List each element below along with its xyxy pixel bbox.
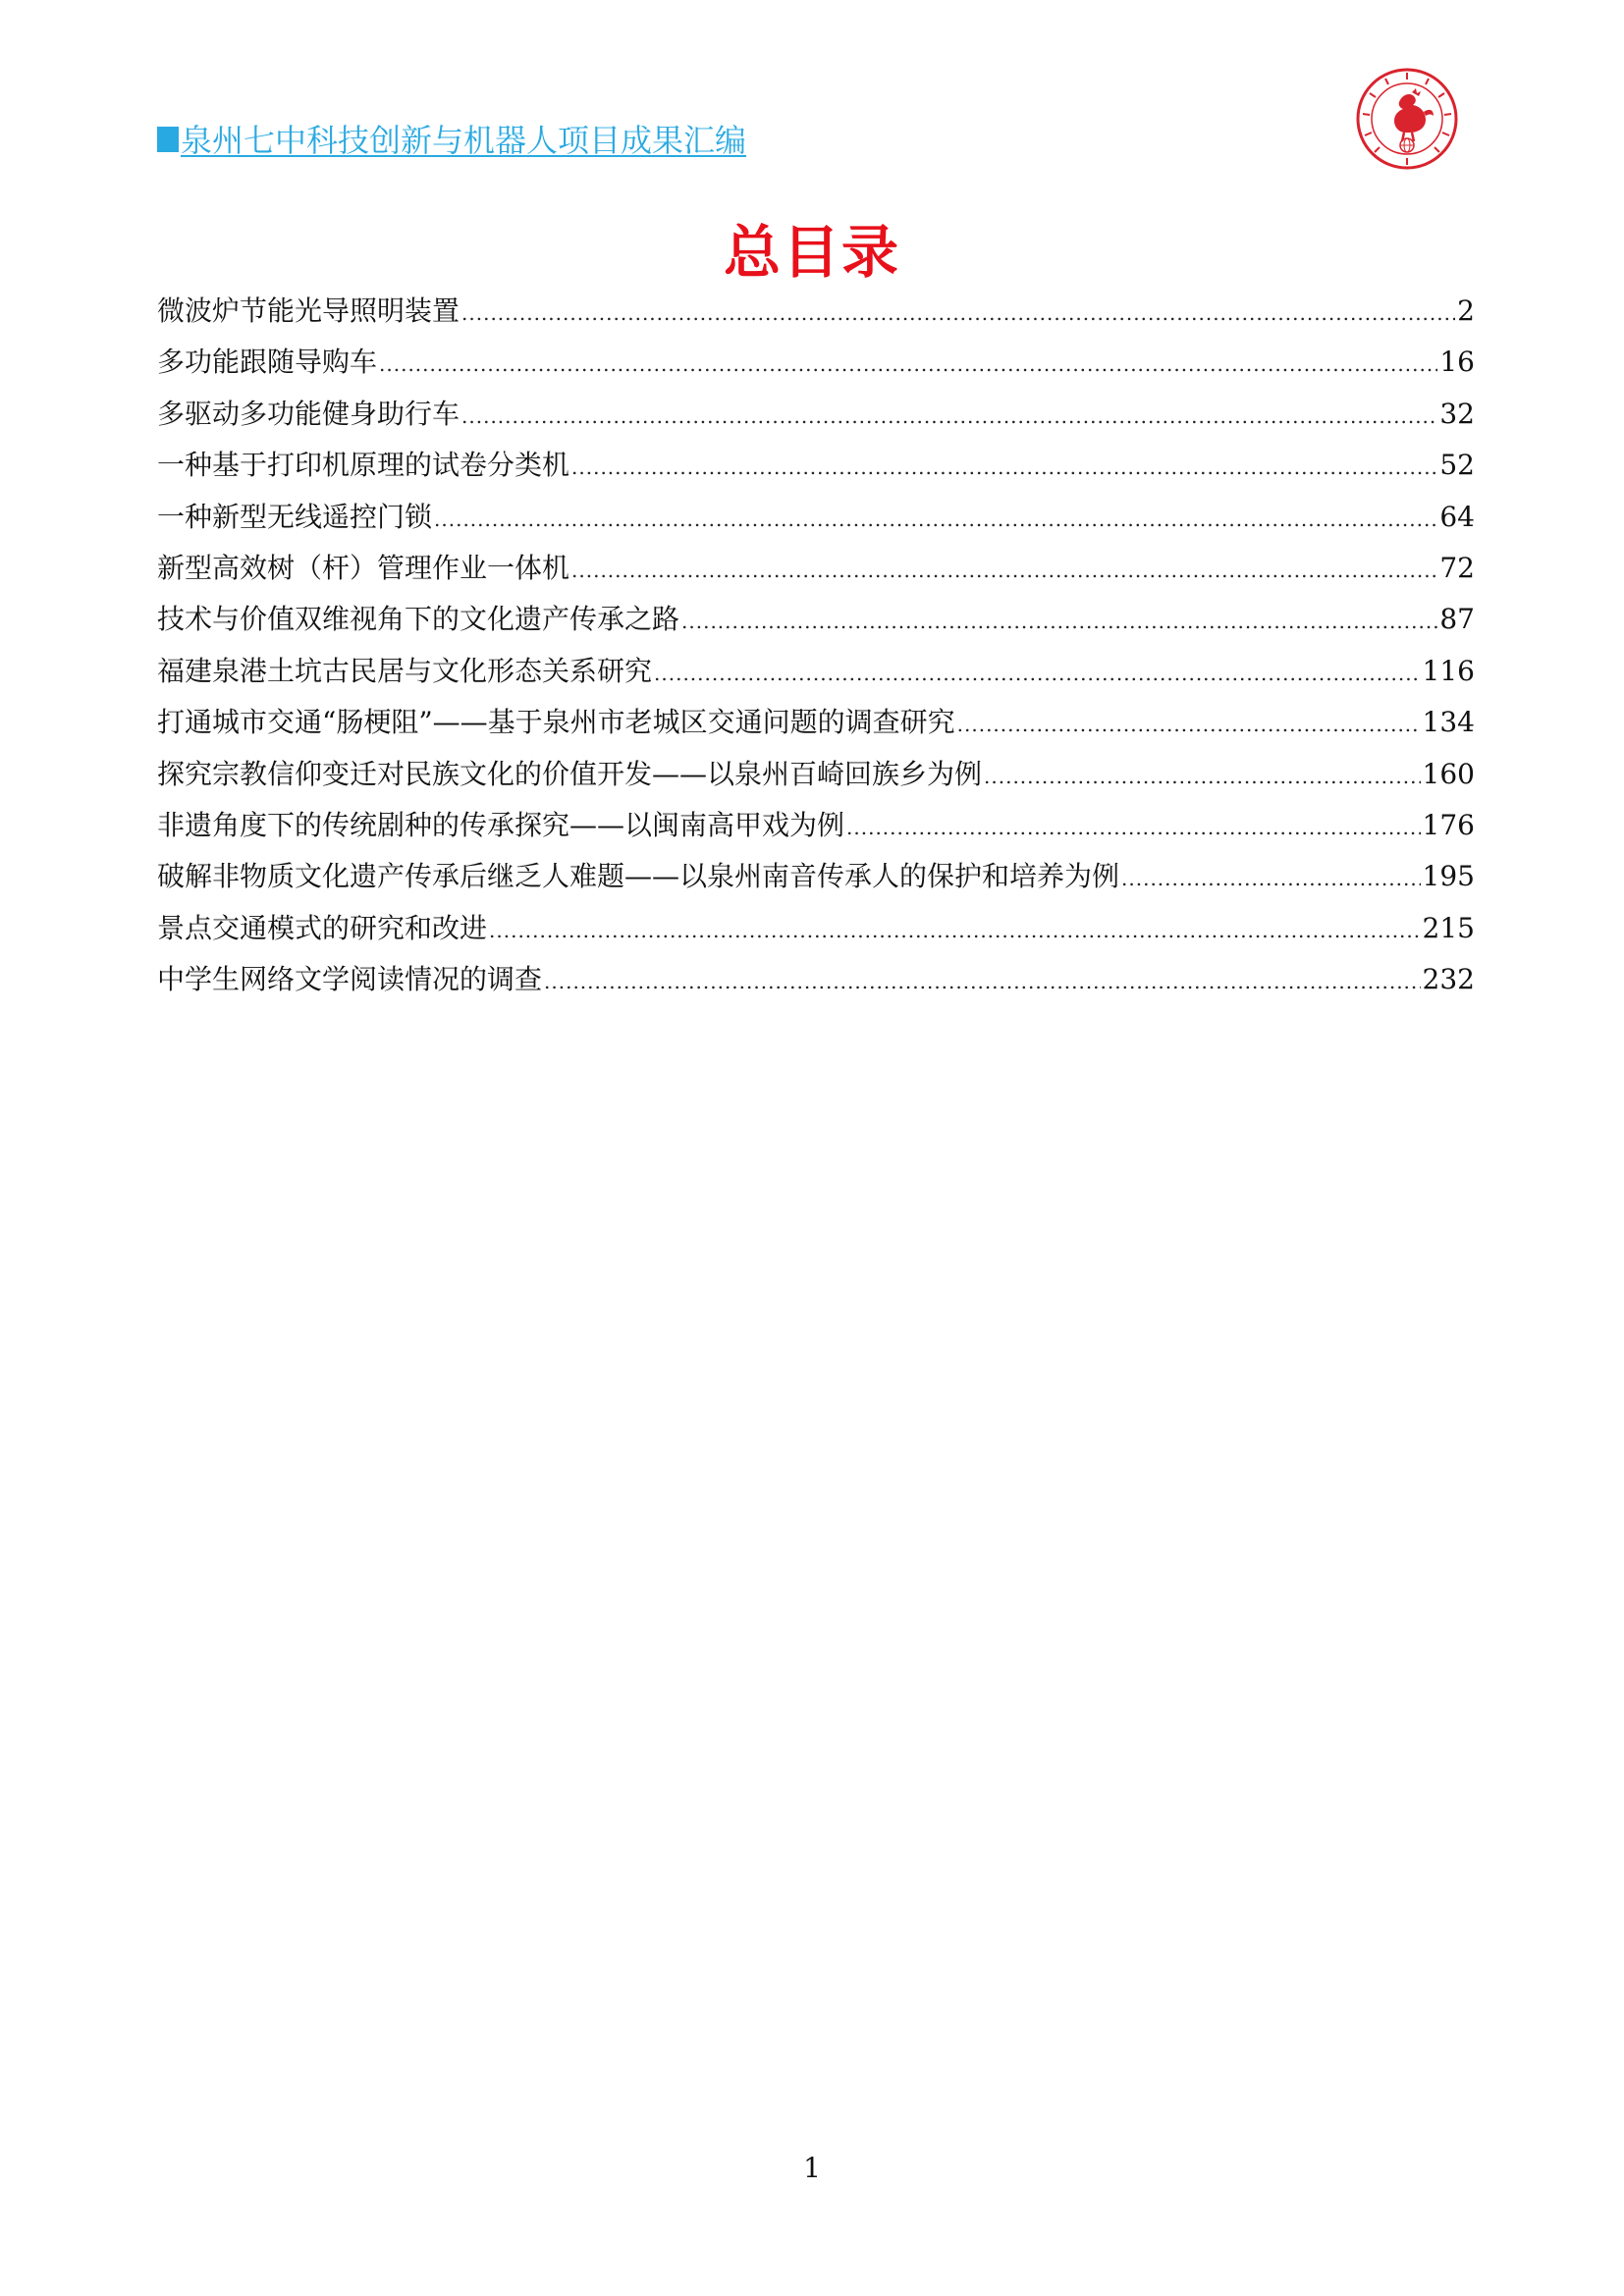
toc-entry-title: 中学生网络文学阅读情况的调查 bbox=[157, 963, 543, 996]
toc-dot-leader bbox=[984, 757, 1421, 796]
toc-entry[interactable] bbox=[157, 498, 1475, 549]
toc-entry[interactable] bbox=[157, 292, 1475, 343]
toc-entry[interactable] bbox=[157, 806, 1475, 857]
toc-entry-title: 非遗角度下的传统剧种的传承探究——以闽南高甲戏为例 bbox=[157, 808, 845, 841]
toc-dot-leader bbox=[654, 654, 1421, 693]
toc-entry-title: 多功能跟随导购车 bbox=[157, 346, 378, 379]
toc-entry-title: 福建泉港土坑古民居与文化形态关系研究 bbox=[157, 654, 653, 687]
page-number: 1 bbox=[803, 2152, 821, 2184]
toc-entry[interactable] bbox=[157, 755, 1475, 806]
header-square-marker bbox=[157, 127, 179, 152]
toc-entry-title: 技术与价值双维视角下的文化遗产传承之路 bbox=[157, 603, 680, 636]
toc-entry[interactable] bbox=[157, 652, 1475, 703]
toc-entry[interactable] bbox=[157, 960, 1475, 1011]
toc-entry-page: 134 bbox=[1422, 706, 1475, 739]
toc-entry-title: 多驱动多功能健身助行车 bbox=[157, 397, 460, 430]
toc-entry[interactable] bbox=[157, 549, 1475, 600]
toc-entry-page: 2 bbox=[1457, 294, 1475, 327]
toc-entry-page: 72 bbox=[1439, 551, 1475, 584]
toc-dot-leader bbox=[571, 551, 1437, 590]
toc-entry[interactable] bbox=[157, 446, 1475, 497]
header-title: 泉州七中科技创新与机器人项目成果汇编 bbox=[181, 122, 747, 159]
toc-entry-title: 打通城市交通“肠梗阻”——基于泉州市老城区交通问题的调查研究 bbox=[157, 706, 955, 739]
toc-entry-page: 116 bbox=[1422, 654, 1475, 687]
toc-entry-title: 新型高效树（杆）管理作业一体机 bbox=[157, 551, 570, 584]
toc-entry[interactable] bbox=[157, 909, 1475, 960]
toc-entry-title: 一种基于打印机原理的试卷分类机 bbox=[157, 449, 570, 482]
toc-entry-page: 32 bbox=[1439, 397, 1475, 430]
toc-dot-leader bbox=[434, 500, 1437, 539]
school-logo-icon bbox=[1355, 67, 1459, 171]
toc-entry-page: 160 bbox=[1422, 757, 1475, 790]
toc-entry[interactable] bbox=[157, 703, 1475, 754]
toc-entry-page: 87 bbox=[1439, 603, 1475, 636]
toc-entry-page: 232 bbox=[1422, 963, 1475, 996]
toc-entry[interactable] bbox=[157, 857, 1475, 908]
toc-dot-leader bbox=[544, 962, 1421, 1001]
toc-entry-page: 52 bbox=[1439, 449, 1475, 482]
toc-entry[interactable] bbox=[157, 343, 1475, 394]
toc-dot-leader bbox=[846, 808, 1421, 847]
toc-dot-leader bbox=[461, 397, 1437, 436]
toc-dot-leader bbox=[379, 345, 1437, 384]
toc-dot-leader bbox=[1121, 859, 1421, 898]
toc-dot-leader bbox=[461, 294, 1455, 333]
toc-entry[interactable] bbox=[157, 600, 1475, 651]
toc-entry-title: 破解非物质文化遗产传承后继乏人难题——以泉州南音传承人的保护和培养为例 bbox=[157, 860, 1120, 893]
toc-entry-page: 176 bbox=[1422, 808, 1475, 841]
page-title: 总目录 bbox=[723, 219, 900, 286]
toc-entry-page: 195 bbox=[1422, 860, 1475, 893]
toc-dot-leader bbox=[571, 448, 1437, 487]
toc-entry[interactable] bbox=[157, 395, 1475, 446]
toc-dot-leader bbox=[957, 705, 1421, 744]
toc-entry-page: 215 bbox=[1422, 911, 1475, 944]
toc-entry-page: 16 bbox=[1439, 346, 1475, 379]
toc-entry-title: 探究宗教信仰变迁对民族文化的价值开发——以泉州百崎回族乡为例 bbox=[157, 757, 983, 790]
toc-entry-title: 微波炉节能光导照明装置 bbox=[157, 294, 460, 327]
toc-entry-title: 景点交通模式的研究和改进 bbox=[157, 911, 488, 944]
table-of-contents bbox=[157, 292, 1475, 1011]
toc-entry-page: 64 bbox=[1439, 500, 1475, 533]
toc-entry-title: 一种新型无线遥控门锁 bbox=[157, 500, 433, 533]
running-header bbox=[157, 116, 746, 161]
toc-dot-leader bbox=[489, 911, 1421, 950]
toc-dot-leader bbox=[681, 602, 1437, 641]
